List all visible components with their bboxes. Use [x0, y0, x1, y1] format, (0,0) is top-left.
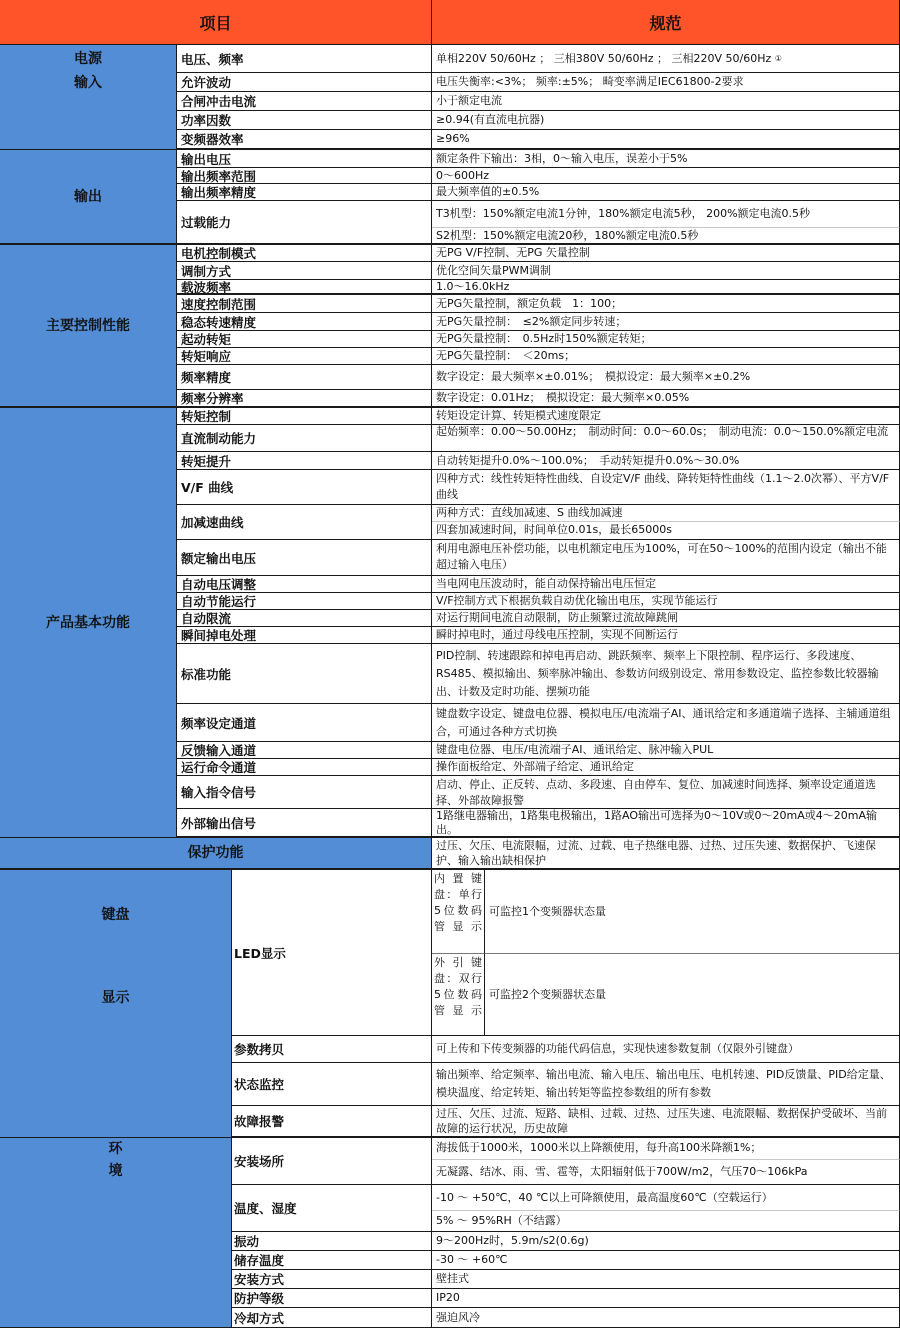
category-label: 环 — [108, 1141, 123, 1157]
item-allowed-fluctuation: 允许波动 — [177, 73, 432, 92]
item-torque-control: 转矩控制 — [177, 408, 432, 425]
item-temperature-humidity: 温度、湿度 — [232, 1185, 432, 1232]
item-motor-control-mode: 电机控制模式 — [177, 245, 432, 262]
item-inrush-current: 合闸冲击电流 — [177, 92, 432, 111]
spec-starting-torque: 无PG矢量控制： 0.5Hz时150%额定转矩； — [432, 331, 900, 348]
header-item-label: 项目 — [199, 13, 232, 33]
item-power-factor: 功率因数 — [177, 111, 432, 130]
item-output-freq-range: 输出频率范围 — [177, 168, 432, 184]
spec-text: 单相220V 50/60Hz ； 三相380V 50/60Hz ； 三相220V 50/60Hz — [436, 51, 772, 65]
item-torque-response: 转矩响应 — [177, 348, 432, 365]
category-label: 输入 — [74, 75, 102, 91]
item-steady-speed-accuracy: 稳态转速精度 — [177, 313, 432, 331]
item-external-output-signal: 外部输出信号 — [177, 809, 432, 838]
category-label: 境 — [108, 1163, 123, 1179]
item-output-freq-accuracy: 输出频率精度 — [177, 184, 432, 201]
item-avr: 自动电压调整 — [177, 576, 432, 593]
header-spec-label: 规范 — [649, 13, 682, 33]
item-cooling: 冷却方式 — [232, 1308, 432, 1328]
spec-overload-t3: T3机型：150%额定电流1分钟，180%额定电流5秒， 200%额定电流0.5秒 — [432, 201, 900, 228]
spec-storage-temperature: -30 ～ +60℃ — [432, 1251, 900, 1270]
category-label: 主要控制性能 — [46, 317, 130, 334]
spec-output-voltage: 额定条件下输出：3相，0～输入电压，误差小于5% — [432, 150, 900, 168]
category-label: 键盘 — [101, 907, 130, 923]
spec-dc-braking: 起始频率：0.00～50.00Hz； 制动时间：0.0～60.0s； 制动电流：0.0～150.0%额定电流 — [432, 425, 900, 452]
item-fault-alarm: 故障报警 — [232, 1106, 432, 1138]
spec-torque-boost: 自动转矩提升0.0%～100.0%； 手动转矩提升0.0%～30.0% — [432, 452, 900, 470]
spec-auto-current-limit: 对运行期间电流自动限制，防止频繁过流故障跳闸 — [432, 610, 900, 627]
spec-cooling: 强迫风冷 — [432, 1308, 900, 1328]
category-keyboard-display — [0, 870, 232, 1138]
spec-speed-range: 无PG矢量控制，额定负载 1：100； — [432, 295, 900, 313]
category-protection — [0, 838, 432, 870]
spec-torque-control: 转矩设定计算、转矩模式速度限定 — [432, 408, 900, 425]
spec-power-factor: ≥0.94(有直流电抗器) — [432, 111, 900, 130]
spec-protection: 过压、欠压、电流限幅，过流、过载、电子热继电器、过热、过压失速、数据保护、飞速保护、输入输出缺相保护 — [432, 838, 900, 870]
spec-input-command-signal: 启动、停止、正反转、点动、多段速、自由停车、复位、加减速时间选择、频率设定通道选择、外部故障报警 — [432, 776, 900, 809]
item-mounting: 安装方式 — [232, 1270, 432, 1289]
item-efficiency: 变频器效率 — [177, 130, 432, 150]
item-vf-curve: V/F 曲线 — [177, 470, 432, 505]
category-environment — [0, 1138, 232, 1328]
spec-avr: 当电网电压波动时，能自动保持输出电压恒定 — [432, 576, 900, 593]
led-option-external-type: 外引键盘：双行5位数码管显示 — [432, 954, 485, 1036]
spec-protection-class: IP20 — [432, 1289, 900, 1308]
spec-vf-curve: 四种方式：线性转矩特性曲线、自设定V/F 曲线、降转矩特性曲线（1.1～2.0次幂）、平方V/F曲线 — [432, 470, 900, 505]
spec-frequency-accuracy: 数字设定：最大频率×±0.01%； 模拟设定：最大频率×±0.2% — [432, 365, 900, 390]
item-carrier-frequency: 载波频率 — [177, 280, 432, 295]
spec-humidity: 5% ～ 95%RH（不结露） — [432, 1211, 900, 1232]
item-starting-torque: 起动转矩 — [177, 331, 432, 348]
category-output — [0, 150, 177, 245]
item-voltage-frequency: 电压、频率 — [177, 45, 432, 73]
spec-run-command-channel: 操作面板给定、外部端子给定、通讯给定 — [432, 759, 900, 776]
item-installation-site: 安装场所 — [232, 1138, 432, 1185]
spec-rated-output-voltage: 利用电源电压补偿功能，以电机额定电压为100%，可在50～100%的范围内设定（输出不能超过输入电压） — [432, 540, 900, 576]
item-run-command-channel: 运行命令通道 — [177, 759, 432, 776]
spec-steady-speed-accuracy: 无PG矢量控制： ≤2%额定同步转速； — [432, 313, 900, 331]
spec-mounting: 壁挂式 — [432, 1270, 900, 1289]
category-label: 输出 — [74, 188, 102, 205]
spec-accel-decel-modes: 两种方式：直线加减速、S 曲线加减速 — [432, 505, 900, 522]
item-output-voltage: 输出电压 — [177, 150, 432, 168]
spec-overload-s2: S2机型：150%额定电流20秒，180%额定电流0.5秒 — [432, 228, 900, 245]
footnote-marker: ① — [774, 53, 782, 63]
spec-motor-control-mode: 无PG V/F控制、无PG 矢量控制 — [432, 245, 900, 262]
spec-output-freq-range: 0～600Hz — [432, 168, 900, 184]
header-spec — [432, 0, 900, 45]
spec-inrush-current: 小于额定电流 — [432, 92, 900, 111]
item-input-command-signal: 输入指令信号 — [177, 776, 432, 809]
spec-freq-setting-channel: 键盘数字设定、键盘电位器、模拟电压/电流端子AI、通讯给定和多通道端子选择、主辅通道组合，可通过各种方式切换 — [432, 704, 900, 742]
spec-installation-altitude: 海拔低于1000米，1000米以上降额使用，每升高100米降额1%； — [432, 1138, 900, 1160]
spec-temperature: -10 ～ +50℃，40 ℃以上可降额使用，最高温度60℃（空载运行） — [432, 1185, 900, 1211]
category-power-input — [0, 45, 177, 150]
spec-frequency-resolution: 数字设定：0.01Hz； 模拟设定：最大频率×0.05% — [432, 390, 900, 408]
led-option-builtin-type: 内置键盘：单行5位数码管显示 — [432, 870, 485, 954]
spec-power-loss-ride-through: 瞬时掉电时，通过母线电压控制，实现不间断运行 — [432, 627, 900, 644]
item-speed-range: 速度控制范围 — [177, 295, 432, 313]
item-feedback-input-channel: 反馈输入通道 — [177, 742, 432, 759]
category-control — [0, 245, 177, 408]
spec-allowed-fluctuation: 电压失衡率:<3%； 频率:±5%； 畸变率满足IEC61800-2要求 — [432, 73, 900, 92]
item-storage-temperature: 储存温度 — [232, 1251, 432, 1270]
item-rated-output-voltage: 额定输出电压 — [177, 540, 432, 576]
spec-voltage-frequency — [432, 45, 900, 73]
category-label: 产品基本功能 — [46, 614, 130, 631]
led-option-external-desc: 可监控2个变频器状态量 — [485, 954, 900, 1036]
category-label: 电源 — [74, 51, 102, 67]
item-accel-decel-curve: 加减速曲线 — [177, 505, 432, 540]
item-parameter-copy: 参数拷贝 — [232, 1036, 432, 1063]
item-dc-braking: 直流制动能力 — [177, 425, 432, 452]
category-label: 显示 — [101, 990, 130, 1006]
spec-efficiency: ≥96% — [432, 130, 900, 150]
spec-external-output-signal: 1路继电器输出，1路集电极输出，1路AO输出可选择为0～10V或0～20mA或4～20mA输出。 — [432, 809, 900, 838]
item-protection-class: 防护等级 — [232, 1289, 432, 1308]
spec-standard-functions: PID控制、转速跟踪和掉电再启动、跳跃频率、频率上下限控制、程序运行、多段速度、RS485、模拟输出、频率脉冲输出、参数访问级别设定、常用参数设定、监控参数比较器输出、计数及定时功能、摆频功能 — [432, 644, 900, 704]
category-basic-functions — [0, 408, 177, 838]
spec-carrier-frequency: 1.0～16.0kHz — [432, 280, 900, 295]
category-label: 保护功能 — [187, 845, 244, 861]
spec-output-freq-accuracy: 最大频率值的±0.5% — [432, 184, 900, 201]
spec-auto-energy-saving: V/F控制方式下根据负载自动优化输出电压，实现节能运行 — [432, 593, 900, 610]
item-frequency-accuracy: 频率精度 — [177, 365, 432, 390]
spec-vibration: 9～200Hz时，5.9m/s2(0.6g) — [432, 1232, 900, 1251]
header-item — [0, 0, 432, 45]
spec-torque-response: 无PG矢量控制： ＜20ms； — [432, 348, 900, 365]
item-frequency-resolution: 频率分辨率 — [177, 390, 432, 408]
spec-fault-alarm: 过压、欠压、过流、短路、缺相、过载、过热、过压失速、电流限幅、数据保护受破坏、当前故障的运行状况，历史故障 — [432, 1106, 900, 1138]
item-status-monitor: 状态监控 — [232, 1063, 432, 1106]
led-option-builtin-desc: 可监控1个变频器状态量 — [485, 870, 900, 954]
item-overload: 过载能力 — [177, 201, 432, 245]
item-led-display: LED显示 — [232, 870, 432, 1036]
item-vibration: 振动 — [232, 1232, 432, 1251]
spec-modulation: 优化空间矢量PWM调制 — [432, 262, 900, 280]
spec-installation-conditions: 无凝露、结冰、雨、雪、雹等，太阳辐射低于700W/m2，气压70～106kPa — [432, 1160, 900, 1185]
spec-accel-decel-times: 四套加减速时间，时间单位0.01s，最长65000s — [432, 522, 900, 540]
spec-status-monitor: 输出频率、给定频率、输出电流、输入电压、输出电压、电机转速、PID反馈量、PID给定量、模块温度、给定转矩、输出转矩等监控参数组的所有参数 — [432, 1063, 900, 1106]
item-auto-current-limit: 自动限流 — [177, 610, 432, 627]
item-modulation: 调制方式 — [177, 262, 432, 280]
item-auto-energy-saving: 自动节能运行 — [177, 593, 432, 610]
item-torque-boost: 转矩提升 — [177, 452, 432, 470]
item-power-loss-ride-through: 瞬间掉电处理 — [177, 627, 432, 644]
spec-parameter-copy: 可上传和下传变频器的功能代码信息，实现快速参数复制（仅限外引键盘） — [432, 1036, 900, 1063]
item-freq-setting-channel: 频率设定通道 — [177, 704, 432, 742]
spec-feedback-input-channel: 键盘电位器、电压/电流端子AI、通讯给定、脉冲输入PUL — [432, 742, 900, 759]
item-standard-functions: 标准功能 — [177, 644, 432, 704]
